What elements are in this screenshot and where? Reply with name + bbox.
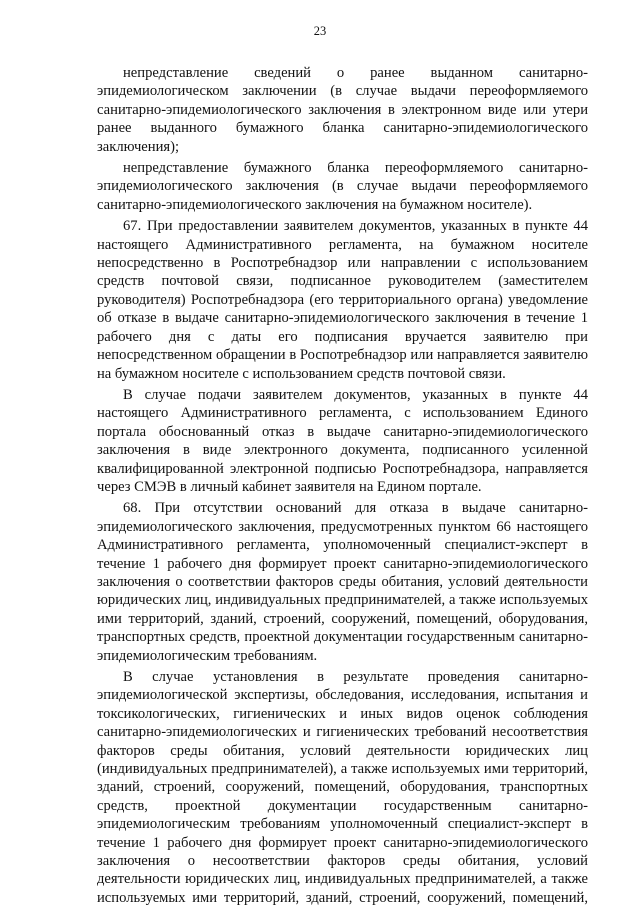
paragraph-5: 68. При отсутствии оснований для отказа в выдаче санитарно-эпидемиологического заключения, предусмотренных пунктом 66 настоящего Административного регламента, уполномоченный специалист-эксперт в течение 1 рабочего дня формирует проект санитарно-эпидемиологического заключения о соответствии факторов среды обитания, условий деятельности юридических лиц, индивидуальных предпринимателей, а также используемых ими территорий, зданий, строений, сооружений, помещений, оборудования, транспортных средств, проектной документации государственным санитарно-эпидемиологическим требованиям.	[97, 500, 588, 664]
document-body	[97, 64, 588, 907]
paragraph-6: В случае установления в результате проведения санитарно-эпидемиологической экспертизы, обследования, исследования, испытания и токсикологических, гигиенических и иных видов оценок соблюдения санитарно-эпидемиологических и гигиенических требований несоответствия факторов среды обитания, условий деятельности юридических лиц (индивидуальных предпринимателей), а также используемых ими территорий, зданий, строений, сооружений, помещений, оборудования, транспортных средств, проектной документации государственным санитарно-эпидемиологическим требованиям уполномоченный специалист-эксперт в течение 1 рабочего дня формирует проект санитарно-эпидемиологического заключения о несоответствии факторов среды обитания, условий деятельности юридических лиц, индивидуальных предпринимателей, а также используемых ими территорий, зданий, строений, сооружений, помещений,	[97, 669, 588, 906]
paragraph-4: В случае подачи заявителем документов, указанных в пункте 44 настоящего Административного регламента, с использованием Единого портала обоснованный отказ в выдаче санитарно-эпидемиологического заключения в виде электронного документа, подписанного усиленной квалифицированной электронной подписью Роспотребнадзора, направляется через СМЭВ в личный кабинет заявителя на Едином портале.	[97, 386, 588, 495]
paragraph-2: непредставление бумажного бланка переоформляемого санитарно-эпидемиологического заключения (в случае выдачи переоформляемого санитарно-эпидемиологического заключения на бумажном носителе).	[97, 160, 588, 213]
page-number: 23	[313, 24, 327, 38]
paragraph-3: 67. При предоставлении заявителем документов, указанных в пункте 44 настоящего Административного регламента, на бумажном носителе непосредственно в Роспотребнадзор или направлении с использованием средств почтовой связи, подписанное руководителем (заместителем руководителя) Роспотребнадзора (его территориального органа) уведомление об отказе в выдаче санитарно-эпидемиологического заключения в течение 1 рабочего дня с даты его подписания вручается заявителю при непосредственном обращении в Роспотребнадзор или направляется заявителю на бумажном носителе с использованием средств почтовой связи.	[97, 218, 588, 382]
paragraph-1: непредставление сведений о ранее выданном санитарно-эпидемиологическом заключении (в случае выдачи переоформляемого санитарно-эпидемиологического заключения в электронном виде или утери ранее выданного бумажного бланка санитарно-эпидемиологического заключения);	[97, 65, 588, 155]
